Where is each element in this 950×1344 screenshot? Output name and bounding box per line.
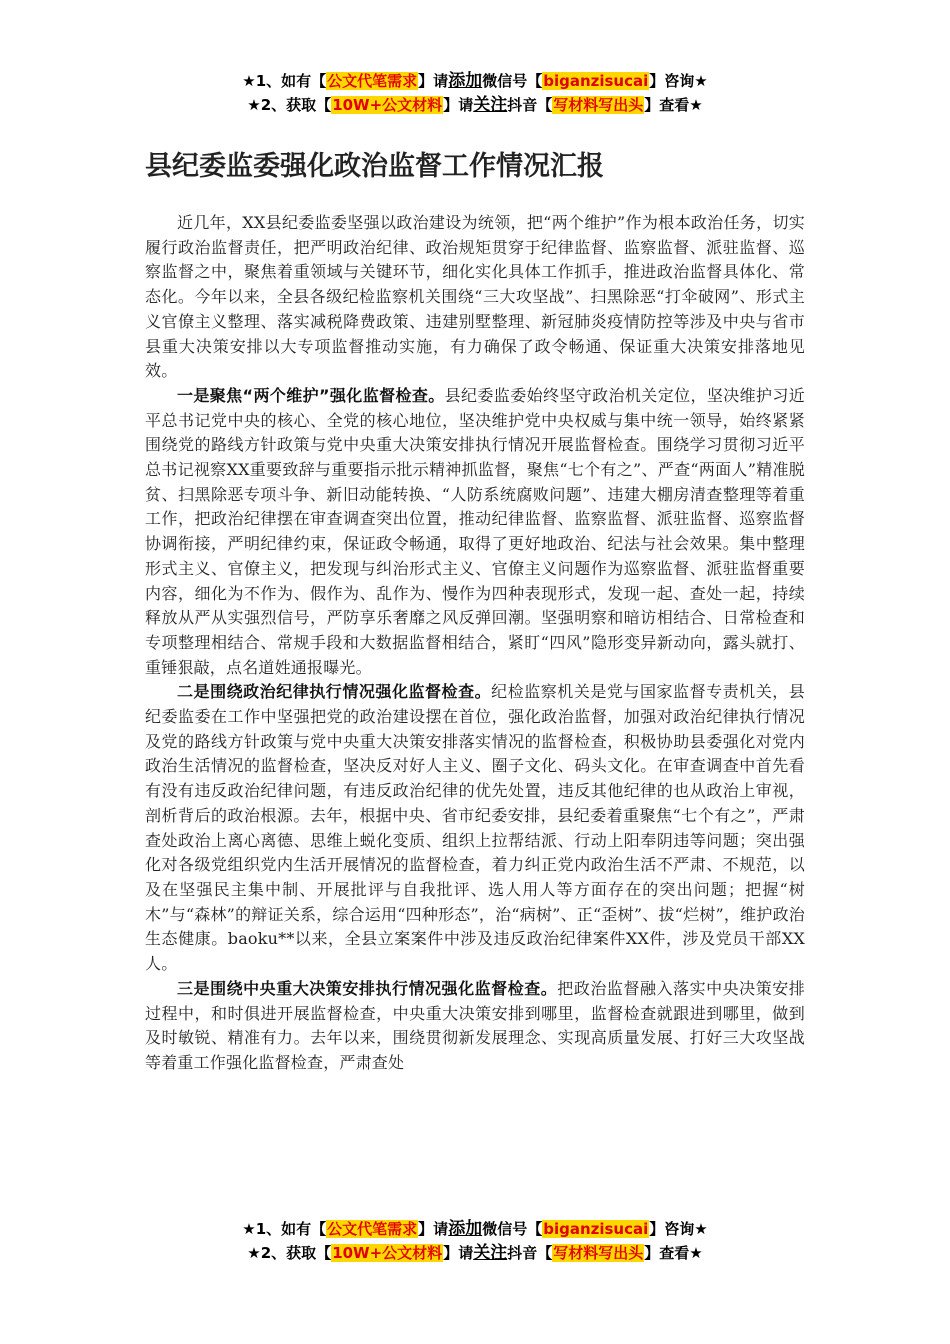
document-body <box>145 145 805 1076</box>
banner-text: 微信号【 <box>482 1220 543 1238</box>
banner-line-1 <box>0 1218 950 1242</box>
banner-highlight: 公文代笔需求 <box>327 1220 418 1238</box>
banner-text: 】请 <box>418 72 449 90</box>
banner-emphasis: 添加 <box>448 1219 483 1239</box>
banner-highlight: 公文代笔需求 <box>327 72 418 90</box>
banner-line-2 <box>0 94 950 118</box>
banner-text: 】请 <box>443 1244 474 1262</box>
banner-text: ★2、获取【 <box>247 1244 332 1262</box>
header-banner <box>0 70 950 118</box>
banner-text: 微信号【 <box>482 72 543 90</box>
footer-banner <box>0 1218 950 1266</box>
banner-text: ★1、如有【 <box>242 1220 327 1238</box>
banner-text: 】请 <box>443 96 474 114</box>
banner-wechat-id: biganzisucai <box>543 1220 649 1238</box>
banner-text: 抖音【 <box>507 1244 553 1262</box>
banner-text: 抖音【 <box>507 96 553 114</box>
section-3-paragraph <box>145 977 805 1076</box>
document-title: 县纪委监委强化政治监督工作情况汇报 <box>145 151 604 182</box>
banner-wechat-id: biganzisucai <box>543 72 649 90</box>
section-1-paragraph <box>145 384 805 680</box>
banner-text: 】咨询★ <box>649 72 708 90</box>
section-3-body: 把政治监督融入落实中央决策安排过程中，和时俱进开展监督检查，中央重大决策安排到哪里，监督检查就跟进到哪里，做到及时敏锐、精准有力。去年以来，围绕贯彻新发展理念、实现高质量发展、打好三大攻坚战等着重工作强化监督检查，严肃查处 <box>145 978 805 1072</box>
banner-text: ★1、如有【 <box>242 72 327 90</box>
banner-highlight: 10W+公文材料 <box>332 96 443 114</box>
section-2-heading: 二是围绕政治纪律执行情况强化监督检查。 <box>177 682 492 702</box>
banner-line-1 <box>0 70 950 94</box>
banner-text: 】查看★ <box>644 96 703 114</box>
banner-highlight: 10W+公文材料 <box>332 1244 443 1262</box>
intro-paragraph: 近几年，XX县纪委监委坚强以政治建设为统领，把“两个维护”作为根本政治任务，切实履行政治监督责任，把严明政治纪律、政治规矩贯穿于纪律监督、监察监督、派驻监督、巡察监督之中，聚焦着重领域与关键环节，细化实化具体工作抓手，推进政治监督具体化、常态化。今年以来，全县各级纪检监察机关围绕“三大攻坚战”、扫黑除恶“打伞破网”、形式主义官僚主义整理、落实减税降费政策、违建别墅整理、新冠肺炎疫情防控等涉及中央与省市县重大决策安排以大专项监督推动实施，有力确保了政令畅通、保证重大决策安排落地见效。 <box>145 213 805 381</box>
banner-line-2 <box>0 1242 950 1266</box>
section-1-heading: 一是聚焦“两个维护”强化监督检查。 <box>177 385 445 405</box>
section-2-body: 纪检监察机关是党与国家监督专责机关，县纪委监委在工作中坚强把党的政治建设摆在首位，强化政治监督，加强对政治纪律执行情况及党的路线方针政策与党中央重大决策安排落实情况的监督检查，积极协助县委强化对党内政治生活情况的监督检查，坚决反对好人主义、圈子文化、码头文化。在审查调查中首先看有没有违反政治纪律问题，有违反政治纪律的优先处置，违反其他纪律的也从政治上审视，剖析背后的政治根源。去年，根据中央、省市纪委安排，县纪委着重聚焦“七个有之”，严肃查处政治上离心离德、思维上蜕化变质、组织上拉帮结派、行动上阳奉阴违等问题；突出强化对各级党组织党内生活开展情况的监督检查，着力纠正党内政治生活不严肃、不规范，以及在坚强民主集中制、开展批评与自我批评、选人用人等方面存在的突出问题；把握“树木”与“森林”的辩证关系，综合运用“四种形态”，治“病树”、正“歪树”、拔“烂树”，维护政治生态健康。baoku**以来，全县立案案件中涉及违反政治纪律案件XX件，涉及党员干部XX人。 <box>145 682 805 974</box>
banner-douyin-id: 写材料写出头 <box>553 96 644 114</box>
banner-text: 】查看★ <box>644 1244 703 1262</box>
banner-text: 】请 <box>418 1220 449 1238</box>
section-2-paragraph <box>145 680 805 976</box>
banner-emphasis: 关注 <box>473 1243 508 1263</box>
banner-text: ★2、获取【 <box>247 96 332 114</box>
section-1-body: 县纪委监委始终坚守政治机关定位，坚决维护习近平总书记党中央的核心、全党的核心地位，坚决维护党中央权威与集中统一领导，始终紧紧围绕党的路线方针政策与党中央重大决策安排执行情况开展监督检查。围绕学习贯彻习近平总书记视察XX重要致辞与重要指示批示精神抓监督，聚焦“七个有之”、严查“两面人”精准脱贫、扫黑除恶专项斗争、新旧动能转换、“人防系统腐败问题”、违建大棚房清查整理等着重工作，把政治纪律摆在审查调查突出位置，推动纪律监督、监察监督、派驻监督、巡察监督协调衔接，严明纪律约束，保证政令畅通，取得了更好地政治、纪法与社会效果。集中整理形式主义、官僚主义，把发现与纠治形式主义、官僚主义问题作为巡察监督、派驻监督重要内容，细化为不作为、假作为、乱作为、慢作为四种表现形式，发现一起、查处一起，持续释放从严从实强烈信号，严防享乐奢靡之风反弹回潮。坚强明察和暗访相结合、日常检查和专项整理相结合、常规手段和大数据监督相结合，紧盯“四风”隐形变异新动向，露头就打、重锤狠敲，点名道姓通报曝光。 <box>145 385 805 677</box>
banner-emphasis: 关注 <box>473 95 508 115</box>
banner-douyin-id: 写材料写出头 <box>553 1244 644 1262</box>
banner-emphasis: 添加 <box>448 71 483 91</box>
section-3-heading: 三是围绕中央重大决策安排执行情况强化监督检查。 <box>177 978 558 998</box>
banner-text: 】咨询★ <box>649 1220 708 1238</box>
